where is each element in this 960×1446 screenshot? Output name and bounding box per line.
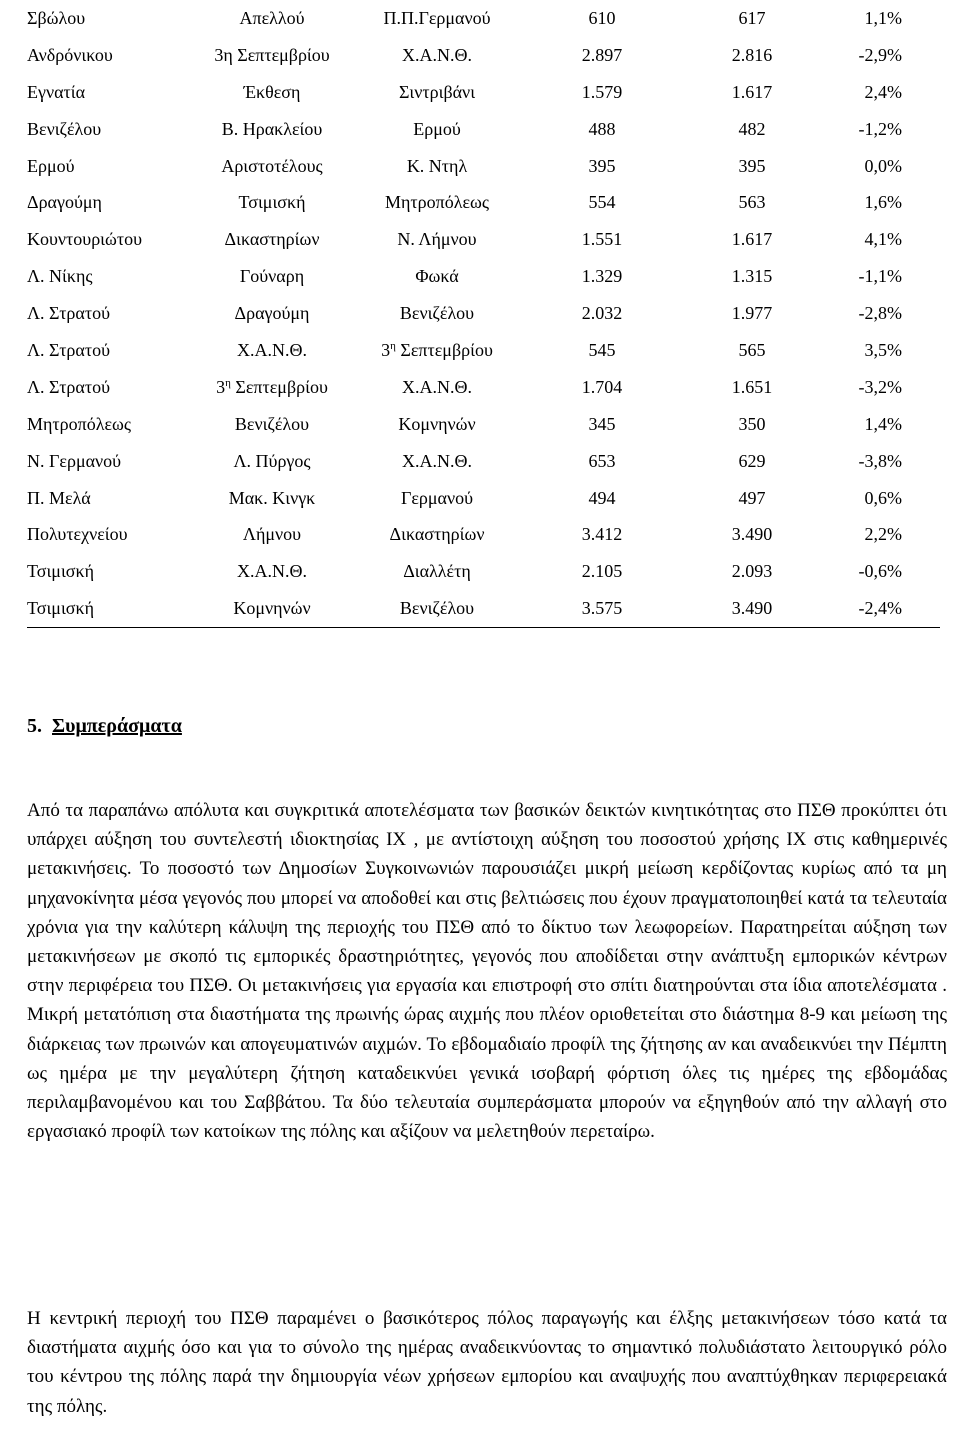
cell-to: Κομνηνών — [398, 413, 476, 434]
cell-count-2: 1.617 — [731, 229, 773, 250]
cell-count-2: 1.977 — [731, 303, 773, 324]
cell-from: Τσιμισκή — [238, 192, 306, 213]
cell-count-2: 629 — [738, 450, 766, 471]
cell-count-1: 2.032 — [581, 303, 623, 324]
cell-count-1: 653 — [588, 450, 616, 471]
cell-change-pct: -1,1% — [858, 266, 902, 287]
table-row — [27, 37, 940, 74]
cell-from: Δικαστηρίων — [224, 229, 320, 250]
cell-change-pct: -3,2% — [858, 376, 902, 397]
cell-change-pct: -0,6% — [858, 561, 902, 582]
cell-road: Π. Μελά — [27, 487, 91, 508]
cell-change-pct: 2,4% — [864, 81, 902, 102]
cell-to: Βενιζέλου — [399, 303, 475, 324]
cell-change-pct: 1,1% — [864, 7, 902, 28]
table-row — [27, 0, 940, 37]
cell-to: Ερμού — [413, 118, 461, 139]
cell-to: Γερμανού — [400, 487, 474, 508]
cell-count-2: 1.651 — [731, 376, 773, 397]
cell-count-1: 488 — [588, 118, 616, 139]
cell-count-2: 565 — [738, 339, 766, 360]
cell-count-2: 395 — [738, 155, 766, 176]
cell-from: Γούναρη — [239, 266, 305, 287]
ordinal-suffix: η — [225, 376, 231, 389]
table-row — [27, 221, 940, 258]
cell-count-1: 494 — [588, 487, 616, 508]
table-body — [27, 0, 940, 628]
cell-from: Απελλού — [239, 7, 305, 28]
cell-count-1: 1.329 — [581, 266, 623, 287]
cell-road: Βενιζέλου — [27, 118, 102, 139]
cell-change-pct: 4,1% — [864, 229, 902, 250]
cell-change-pct: 0,0% — [864, 155, 902, 176]
table-row — [27, 74, 940, 111]
table-row — [27, 148, 940, 185]
cell-count-2: 1.617 — [731, 81, 773, 102]
cell-to — [347, 332, 527, 369]
cell-from: Λ. Πύργος — [233, 450, 311, 471]
cell-count-2: 350 — [738, 413, 766, 434]
cell-change-pct: -2,8% — [858, 303, 902, 324]
ordinal-suffix: η — [390, 339, 396, 352]
cell-road: Πολυτεχνείου — [27, 524, 128, 545]
cell-from: Χ.Α.Ν.Θ. — [237, 339, 307, 360]
cell-count-2: 2.816 — [731, 44, 773, 65]
table-row — [27, 184, 940, 221]
cell-from: Βενιζέλου — [234, 413, 310, 434]
cell-road: Δραγούμη — [27, 192, 102, 213]
cell-to: Χ.Α.Ν.Θ. — [402, 450, 472, 471]
cell-count-1: 545 — [588, 339, 616, 360]
table-row — [27, 553, 940, 590]
cell-count-1: 554 — [588, 192, 616, 213]
cell-count-1: 3.575 — [527, 590, 677, 627]
cell-road: Ν. Γερμανού — [27, 450, 122, 471]
cell-change-pct: -3,8% — [858, 450, 902, 471]
section-title: Συμπεράσματα — [52, 715, 182, 737]
cell-road: Κουντουριώτου — [27, 229, 143, 250]
cell-to: Δικαστηρίων — [389, 524, 485, 545]
ordinal-rest: Σεπτεμβρίου — [395, 339, 493, 360]
cell-from: Κομνηνών — [197, 590, 347, 627]
table-row — [27, 111, 940, 148]
cell-to: Κ. Ντηλ — [406, 155, 468, 176]
cell-count-2: 497 — [738, 487, 766, 508]
cell-road: Εγνατία — [27, 81, 86, 102]
ordinal-number: 3 — [381, 339, 391, 360]
cell-from: Έκθεση — [243, 81, 301, 102]
table-row — [27, 516, 940, 553]
cell-count-2: 1.315 — [731, 266, 773, 287]
cell-road: Μητροπόλεως — [27, 413, 131, 434]
traffic-count-table-wrapper — [27, 0, 940, 628]
table-row — [27, 258, 940, 295]
cell-to: Μητροπόλεως — [385, 192, 489, 213]
cell-to: Χ.Α.Ν.Θ. — [402, 44, 472, 65]
cell-change-pct: -2,9% — [858, 44, 902, 65]
cell-count-1: 345 — [588, 413, 616, 434]
cell-count-1: 1.579 — [581, 81, 623, 102]
cell-count-1: 3.412 — [581, 524, 623, 545]
cell-from: Χ.Α.Ν.Θ. — [237, 561, 307, 582]
cell-count-2: 563 — [738, 192, 766, 213]
ordinal-rest: Σεπτεμβρίου — [230, 376, 328, 397]
cell-road: Λ. Νίκης — [27, 266, 93, 287]
cell-count-2: 482 — [738, 118, 766, 139]
conclusions-paragraph-1: Από τα παραπάνω απόλυτα και συγκριτικά αποτελέσματα των βασικών δεικτών κινητικότητας στο ΠΣΘ προκύπτει ότι υπάρχει αύξηση του συντελεστή ιδιοκτησίας ΙΧ , με αντίστοιχη αύξηση του ποσοστού χρήσης ΙΧ στις καθημερινές μετακινήσεις. Το ποσοστό των Δημοσίων Συγκοινωνιών παρουσιάζει μικρή μείωση κερδίζοντας κυρίως από τα μη μηχανοκίνητα μέσα γεγονός που μπορεί να αποδοθεί και στις βελτιώσεις που έχουν πραγματοποιηθεί κατά τα τελευταία χρόνια για την καλύτερη κάλυψη της περιοχής του ΠΣΘ από το δίκτυο των λεωφορείων. Παρατηρείται αύξηση των μετακινήσεων με σκοπό τις εμπορικές δραστηριότητες, γεγονός που αποδίδεται στην ανάπτυξη εμπορικών κέντρων στην περιφέρεια του ΠΣΘ. Οι μετακινήσεις για εργασία και επιστροφή στο σπίτι διατηρούνται στα ίδια αποτελέσματα . Μικρή μετατόπιση στα διαστήματα της πρωινής ώρας αιχμής που πλέον οριοθετείται στο διάστημα 8-9 και μείωση της διάρκειας των πρωινών και απογευματινών αιχμών. Το εβδομαδιαίο προφίλ της ζήτησης αν και αναδεικνύει την Πέμπτη ως ημέρα με την μεγαλύτερη ζήτηση καταδεικνύει γενικά ισοβαρή φόρτιση όλες τις ημέρες της εβδομάδας περιλαμβανομένου και του Σαββάτου. Τα δύο τελευταία συμπεράσματα μπορούν να εξηγηθούν από την αλλαγή στο εργασιακό προφίλ των κατοίκων της πόλης και αξίζουν να μελετηθούν περεταίρω. — [27, 800, 947, 1143]
cell-count-1: 1.551 — [581, 229, 623, 250]
traffic-count-table — [27, 0, 940, 628]
table-row — [27, 406, 940, 443]
cell-road: Ερμού — [27, 155, 75, 176]
cell-to: Φωκά — [415, 266, 459, 287]
cell-road: Λ. Στρατού — [27, 339, 110, 360]
cell-road: Λ. Στρατού — [27, 303, 110, 324]
cell-count-1: 395 — [588, 155, 616, 176]
cell-change-pct: -2,4% — [827, 590, 940, 627]
cell-count-1: 2.105 — [581, 561, 623, 582]
section-number: 5. — [27, 715, 42, 737]
cell-to: Βενιζέλου — [347, 590, 527, 627]
cell-from: 3η Σεπτεμβρίου — [214, 44, 330, 65]
table-row — [27, 443, 940, 480]
cell-to: Π.Π.Γερμανού — [383, 7, 491, 28]
ordinal-number: 3 — [216, 376, 226, 397]
cell-count-2: 3.490 — [731, 524, 773, 545]
cell-change-pct: 2,2% — [864, 524, 902, 545]
cell-from: Αριστοτέλους — [221, 155, 323, 176]
cell-change-pct: 0,6% — [864, 487, 902, 508]
cell-from — [197, 369, 347, 406]
cell-to: Χ.Α.Ν.Θ. — [402, 376, 472, 397]
conclusions-paragraph-2: Η κεντρική περιοχή του ΠΣΘ παραμένει ο βασικότερος πόλος παραγωγής και έλξης μετακινήσεων τόσο κατά τα διαστήματα αιχμής όσο και για το σύνολο της ημέρας αναδεικνύοντας το σημαντικό πολυδιάστατο λειτουργικό ρόλο του κέντρου της πόλης παρά την δημιουργία νέων χρήσεων εμπορίου και αναψυχής που αναπτύχθηκαν περιφερειακά της πόλης. — [27, 1308, 947, 1417]
cell-from: Μακ. Κινγκ — [228, 487, 316, 508]
table-row — [27, 332, 940, 369]
cell-from: Β. Ηρακλείου — [221, 118, 323, 139]
table-row — [27, 295, 940, 332]
cell-change-pct: 3,5% — [864, 339, 902, 360]
cell-count-1: 610 — [588, 7, 616, 28]
cell-road: Σβώλου — [27, 7, 86, 28]
cell-count-2: 617 — [738, 7, 766, 28]
cell-count-2: 2.093 — [731, 561, 773, 582]
cell-change-pct: -1,2% — [858, 118, 902, 139]
cell-road: Ανδρόνικου — [27, 44, 113, 65]
cell-road: Τσιμισκή — [27, 590, 197, 627]
cell-change-pct: 1,4% — [864, 413, 902, 434]
cell-count-2: 3.490 — [677, 590, 827, 627]
cell-to: Ν. Λήμνου — [397, 229, 477, 250]
table-row — [27, 480, 940, 517]
cell-road: Τσιμισκή — [27, 561, 94, 582]
cell-to: Διαλλέτη — [403, 561, 471, 582]
cell-from: Λήμνου — [242, 524, 302, 545]
cell-road: Λ. Στρατού — [27, 376, 110, 397]
section-heading — [27, 715, 182, 738]
cell-change-pct: 1,6% — [864, 192, 902, 213]
table-row — [27, 590, 940, 627]
table-row — [27, 369, 940, 406]
cell-count-1: 1.704 — [581, 376, 623, 397]
cell-count-1: 2.897 — [581, 44, 623, 65]
cell-to: Σιντριβάνι — [398, 81, 476, 102]
cell-from: Δραγούμη — [234, 303, 310, 324]
